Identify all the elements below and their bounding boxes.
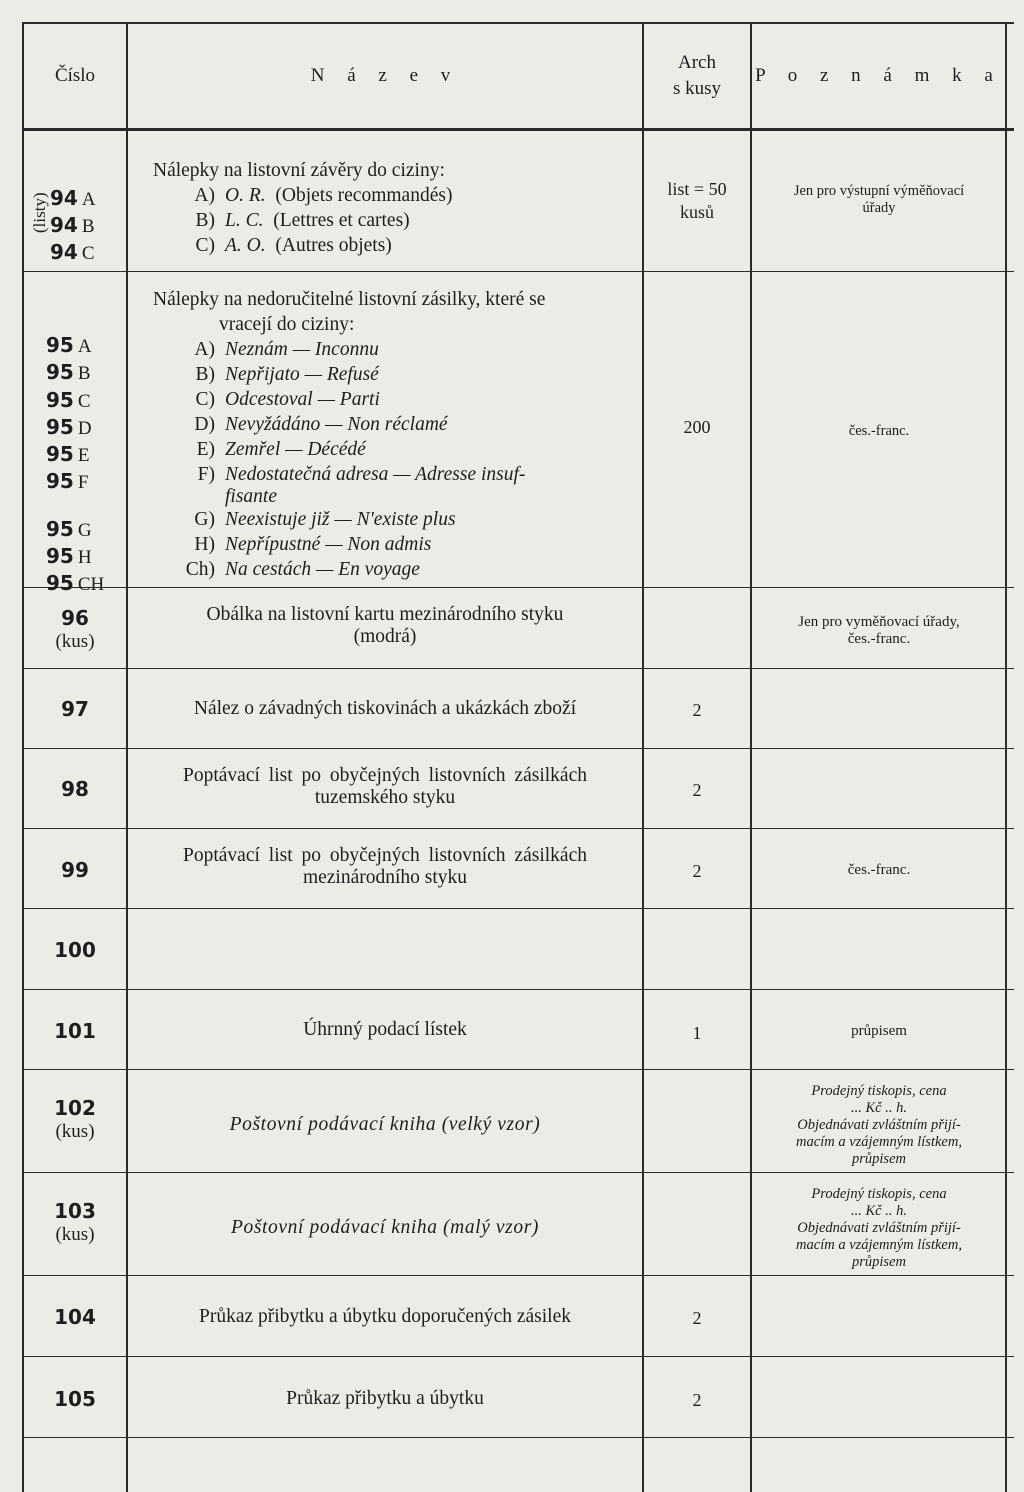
row-rule <box>22 748 1014 749</box>
left-border <box>22 22 24 1492</box>
code-95c: 95 C <box>46 387 91 412</box>
row-94-item-b: B) L. C. (Lettres et cartes) <box>195 210 410 231</box>
row-101-num: 101 <box>54 1019 96 1043</box>
row-rule <box>22 1356 1014 1357</box>
row-98-arch: 2 <box>692 780 702 800</box>
row-rule <box>22 1437 1014 1438</box>
header-arch-line1: Arch <box>678 52 716 73</box>
header-nazev: N á z e v <box>310 65 460 86</box>
row-99-arch: 2 <box>692 861 702 881</box>
row-94-item-c: C) A. O. (Autres objets) <box>195 235 392 256</box>
header-poznamka: P o z n á m k a <box>755 65 1002 86</box>
code-95h: 95 H <box>46 544 92 569</box>
row-94-arch: list = 50 kusů <box>667 179 727 222</box>
header-arch-line2: s kusy <box>672 78 722 99</box>
row-99-name: Poptávací list po obyčejných listovních zásilkách mezinárodního styku <box>183 845 587 888</box>
row-94-codes <box>50 186 124 267</box>
row-rule <box>22 1069 1014 1070</box>
col-divider-1 <box>126 22 128 1492</box>
row-97-num: 97 <box>61 697 89 721</box>
row-102-name: Poštovní podávací kniha (velký vzor) <box>229 1114 541 1135</box>
row-95-item-a: A) Neznám — Inconnu <box>194 339 379 360</box>
row-95-item-e: E) Zemřel — Décédé <box>196 439 366 460</box>
row-102-note: Prodejný tiskopis, cena ... Kč .. h. Objednávati zvláštním přijí- macím a vzájemným lístkem, průpisem <box>796 1083 962 1167</box>
right-border <box>1005 22 1007 1492</box>
code-95e: 95 E <box>46 442 90 467</box>
code-94c: 94 C <box>50 240 95 264</box>
row-rule <box>22 668 1014 669</box>
row-94-name <box>153 158 638 258</box>
row-95-note: čes.-franc. <box>848 423 910 439</box>
row-99-num: 99 <box>61 858 89 882</box>
col-divider-2 <box>642 22 644 1492</box>
row-95-item-ch: Ch) Na cestách — En voyage <box>185 559 420 580</box>
row-96-name: Obálka na listovní kartu mezinárodního styku (modrá) <box>206 604 564 647</box>
row-95-item-c: C) Odcestoval — Parti <box>195 389 380 410</box>
row-95-item-d: D) Nevyžádáno — Non réclamé <box>194 414 448 435</box>
row-103-name: Poštovní podávací kniha (malý vzor) <box>230 1217 539 1238</box>
row-98-num: 98 <box>61 777 89 801</box>
header-rule <box>22 128 1014 131</box>
row-94-title: Nálepky na listovní závěry do ciziny: <box>153 160 445 181</box>
code-95b: 95 B <box>46 360 91 385</box>
row-95-arch: 200 <box>683 417 711 437</box>
row-rule <box>22 1172 1014 1173</box>
code-95f: 95 F <box>46 469 89 494</box>
code-95g: 95 G <box>46 516 92 541</box>
row-94-item-a: A) O. R. (Objets recommandés) <box>194 185 453 206</box>
row-103-num: 103 (kus) <box>54 1199 96 1245</box>
row-105-num: 105 <box>54 1387 96 1411</box>
col-divider-3 <box>750 22 752 1492</box>
row-97-name: Nález o závadných tiskovinách a ukázkách zboží <box>193 698 577 719</box>
side-label: (listy) <box>30 192 49 233</box>
row-rule <box>22 587 1014 588</box>
row-103-note: Prodejný tiskopis, cena ... Kč .. h. Objednávati zvláštním přijí- macím a vzájemným lístkem, průpisem <box>796 1186 962 1270</box>
row-101-name: Úhrnný podací lístek <box>303 1019 467 1040</box>
row-101-arch: 1 <box>692 1023 702 1043</box>
row-104-num: 104 <box>54 1305 96 1329</box>
row-95-item-f: F) Nedostatečná adresa — Adresse insuf- <box>197 464 526 485</box>
row-rule <box>22 908 1014 909</box>
row-95-item-g: G) Neexistuje již — N'existe plus <box>194 509 456 530</box>
header-arch <box>644 24 750 128</box>
row-99-note: čes.-franc. <box>847 862 911 878</box>
row-97-arch: 2 <box>692 700 702 720</box>
row-96-note: Jen pro vyměňovací úřady, čes.-franc. <box>798 614 960 647</box>
code-95a: 95 A <box>46 333 92 357</box>
code-95ch: 95 CH <box>46 571 105 596</box>
header-cislo: Číslo <box>54 65 96 86</box>
row-rule <box>22 1275 1014 1276</box>
code-95d: 95 D <box>46 414 92 439</box>
row-95-item-b: B) Nepřijato — Refusé <box>195 364 379 385</box>
row-105-arch: 2 <box>692 1390 702 1410</box>
row-95-codes <box>46 333 126 599</box>
row-95-item-h: H) Nepřípustné — Non admis <box>194 534 432 555</box>
row-105-name: Průkaz přibytku a úbytku <box>286 1388 484 1409</box>
row-101-note: průpisem <box>851 1023 907 1039</box>
row-95-title-2: vracejí do ciziny: <box>219 314 355 335</box>
row-104-arch: 2 <box>692 1308 702 1328</box>
code-94b: 94 B <box>50 213 95 237</box>
row-rule <box>22 828 1014 829</box>
code-94a: 94 A <box>50 186 96 210</box>
row-95-name <box>153 287 638 582</box>
row-102-num: 102 (kus) <box>54 1096 96 1142</box>
row-95-item-f-cont: fisante <box>225 486 277 507</box>
row-rule <box>22 271 1014 272</box>
row-104-name: Průkaz přibytku a úbytku doporučených zásilek <box>198 1306 572 1327</box>
row-94-note: Jen pro výstupní výměňovací úřady <box>793 183 965 216</box>
row-98-name: Poptávací list po obyčejných listovních zásilkách tuzemského styku <box>183 765 587 808</box>
row-95-title-1: Nálepky na nedoručitelné listovní zásilky, které se <box>153 289 546 310</box>
row-96-num: 96 (kus) <box>55 606 95 652</box>
row-rule <box>22 989 1014 990</box>
row-100-num: 100 <box>54 938 96 962</box>
